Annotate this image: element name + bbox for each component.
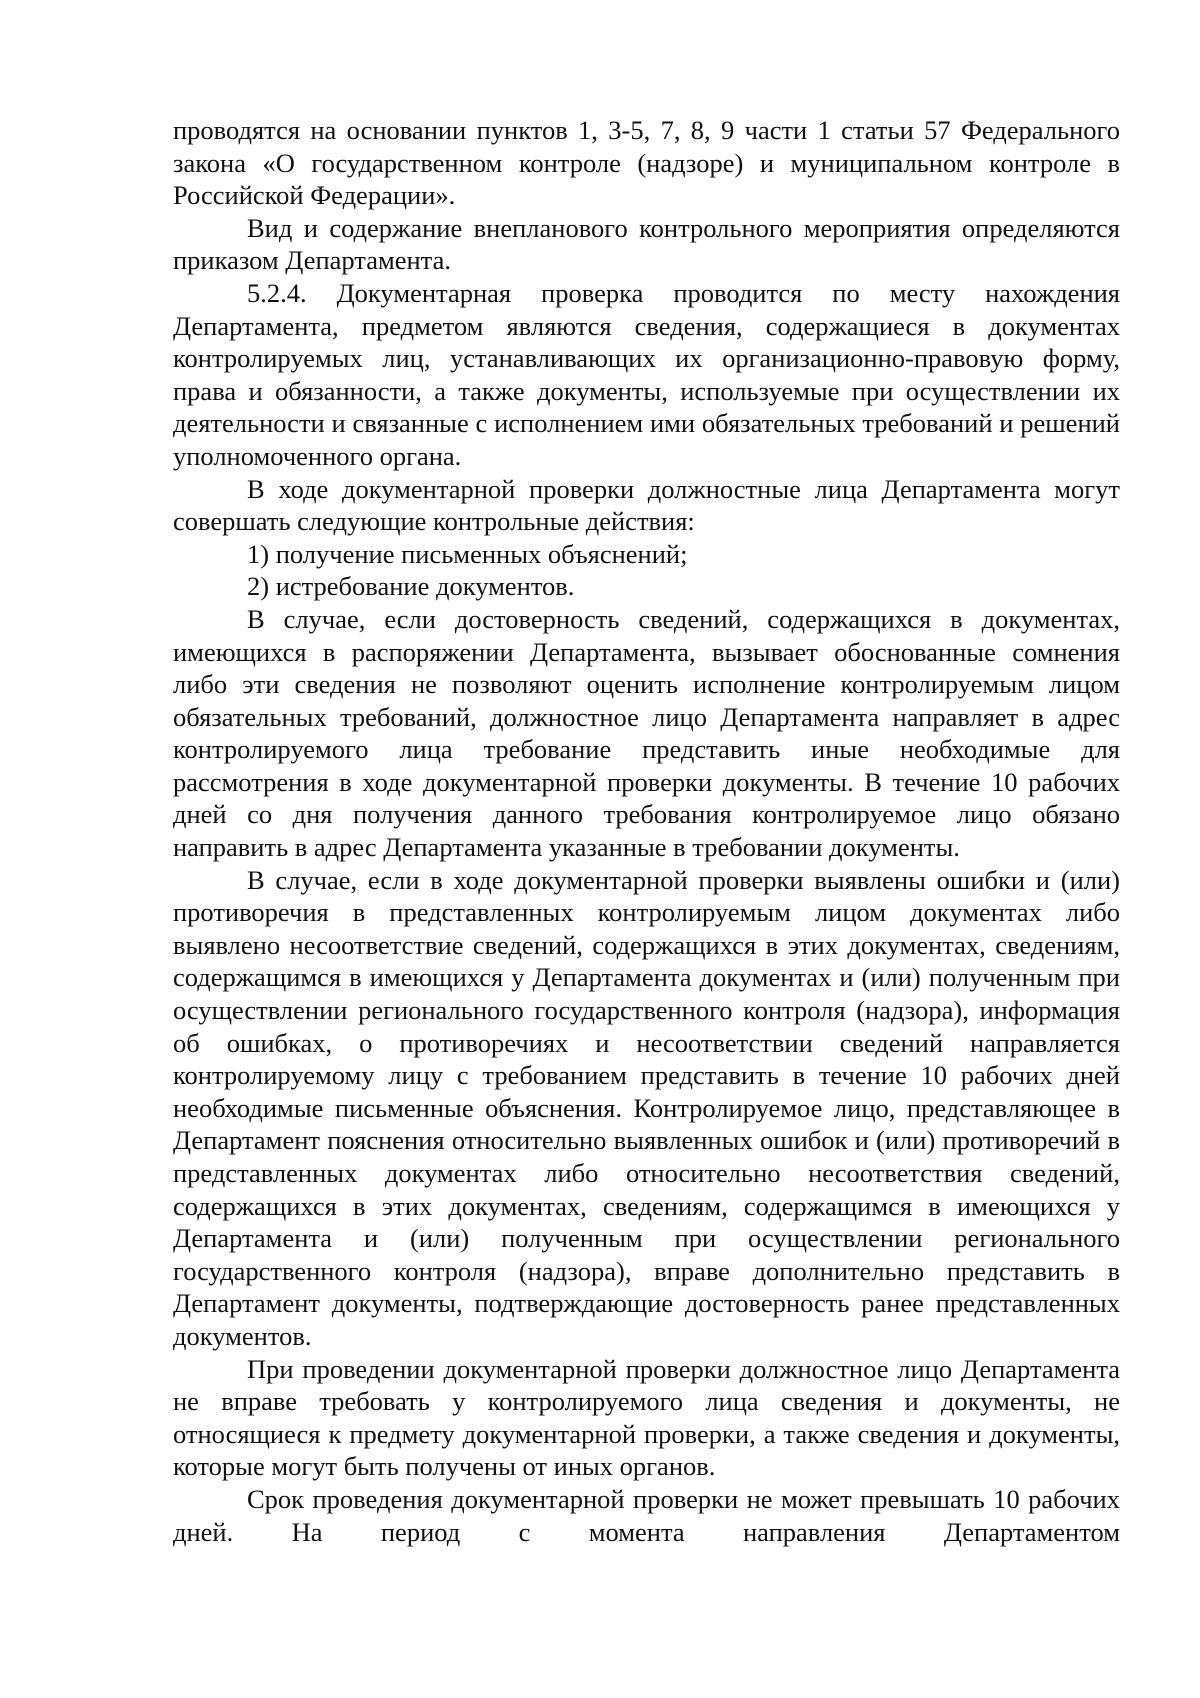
list-item: 2) истребование документов. xyxy=(247,571,575,602)
document-page xyxy=(173,114,1120,1548)
paragraph: При проведении документарной проверки должностное лицо Департамента не вправе требовать у контролируемого лица сведения и документы, не относящиеся к предмету документарной проверки, а также сведения и документы, которые могут быть получены от иных органов. xyxy=(173,1353,1120,1482)
paragraph: В случае, если в ходе документарной проверки выявлены ошибки и (или) противоречия в представленных контролируемым лицом документах либо выявлено несоответствие сведений, содержащихся в этих документах, сведениям, содержащимся в имеющихся у Департамента документах и (или) полученным при осуществлении регионального государственного контроля (надзора), информация об ошибках, о противоречиях и несоответствии сведений направляется контролируемому лицу с требованием представить в течение 10 рабочих дней необходимые письменные объяснения. Контролируемое лицо, представляющее в Департамент пояснения относительно выявленных ошибок и (или) противоречий в представленных документах либо относительно несоответствия сведений, содержащихся в этих документах, сведениям, содержащимся в имеющихся у Департамента и (или) полученным при осуществлении регионального государственного контроля (надзора), вправе дополнительно представить в Департамент документы, подтверждающие достоверность ранее представленных документов. xyxy=(173,864,1120,1351)
paragraph: проводятся на основании пунктов 1, 3-5, 7, 8, 9 части 1 статьи 57 Федерального закона «О государственном контроле (надзоре) и муниципальном контроле в Российской Федерации». xyxy=(173,115,1120,211)
paragraph: 5.2.4. Документарная проверка проводится по месту нахождения Департамента, предметом являются сведения, содержащиеся в документах контролируемых лиц, устанавливающих их организационно-правовую форму, права и обязанности, а также документы, используемые при осуществлении их деятельности и связанные с исполнением ими обязательных требований и решений уполномоченного органа. xyxy=(173,277,1120,471)
paragraph: В случае, если достоверность сведений, содержащихся в документах, имеющихся в распоряжении Департамента, вызывает обоснованные сомнения либо эти сведения не позволяют оценить исполнение контролируемым лицом обязательных требований, должностное лицо Департамента направляет в адрес контролируемого лица требование представить иные необходимые для рассмотрения в ходе документарной проверки документы. В течение 10 рабочих дней со дня получения данного требования контролируемое лицо обязано направить в адрес Департамента указанные в требовании документы. xyxy=(173,603,1120,863)
paragraph: В ходе документарной проверки должностные лица Департамента могут совершать следующие контрольные действия: xyxy=(173,473,1120,537)
paragraph: Вид и содержание внепланового контрольного мероприятия определяются приказом Департамента. xyxy=(173,212,1120,276)
paragraph: Срок проведения документарной проверки не может превышать 10 рабочих дней. На период с момента направления Департаментом xyxy=(173,1483,1120,1547)
list-item: 1) получение письменных объяснений; xyxy=(247,538,688,569)
